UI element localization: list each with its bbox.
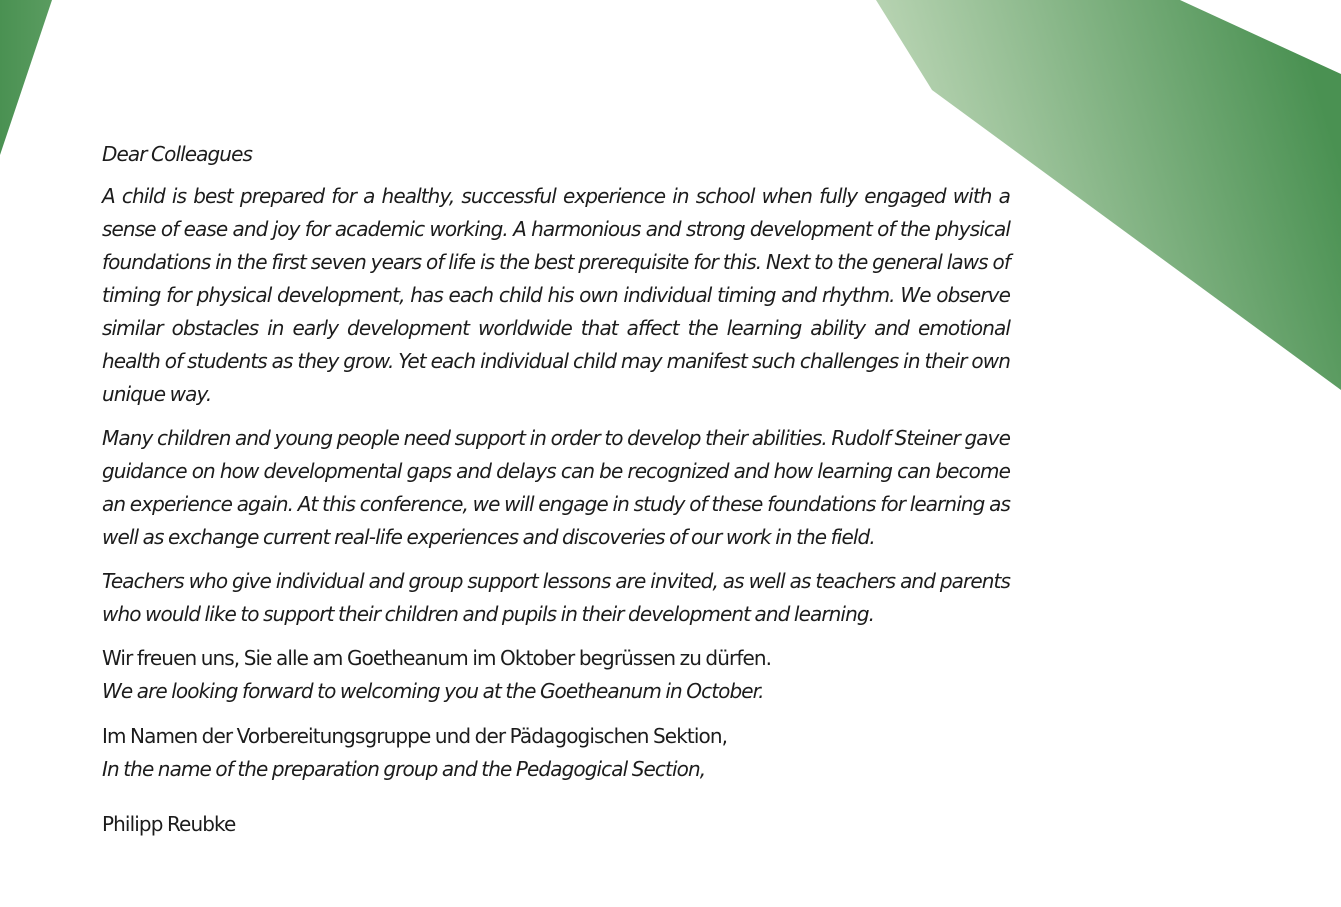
signature-name: Philipp Reubke xyxy=(102,812,236,836)
paragraph-2: Many children and young people need support in order to develop their abilities. Rudolf Steiner gave guidance on how developmental gaps and delays can be recognized and how learning can become an experience again. At this conference, we will engage in study of these foundations for learning as well as exchange current real-life experiences and discoveries of our work in the field. xyxy=(102,426,1010,549)
paragraph-1: A child is best prepared for a healthy, successful experience in school when fully engaged with a sense of ease and joy for academic working. A harmonious and strong development of the physical foundations in the first seven years of life is the best prerequisite for this. Next to the general laws of timing for physical development, has each child his own individual timing and rhythm. We observe similar obstacles in early development worldwide that affect the learning ability and emotional health of students as they grow. Yet each individual child may manifest such challenges in their own unique way. xyxy=(102,184,1010,406)
closing-english: We are looking forward to welcoming you at the Goetheanum in October. xyxy=(102,679,764,703)
closing-german: Wir freuen uns, Sie alle am Goetheanum im Oktober begrüssen zu dürfen. xyxy=(102,646,772,670)
left-corner-shape xyxy=(0,0,52,155)
on-behalf-english: In the name of the preparation group and the Pedagogical Section, xyxy=(102,757,706,781)
salutation: Dear Colleagues xyxy=(102,142,253,166)
on-behalf-german: Im Namen der Vorbereitungsgruppe und der Pädagogischen Sektion, xyxy=(102,724,728,748)
on-behalf-block xyxy=(102,720,1010,786)
letter-body xyxy=(102,138,1010,841)
closing-block xyxy=(102,642,1010,708)
paragraph-3: Teachers who give individual and group support lessons are invited, as well as teachers and parents who would like to support their children and pupils in their development and learning. xyxy=(102,569,1010,626)
